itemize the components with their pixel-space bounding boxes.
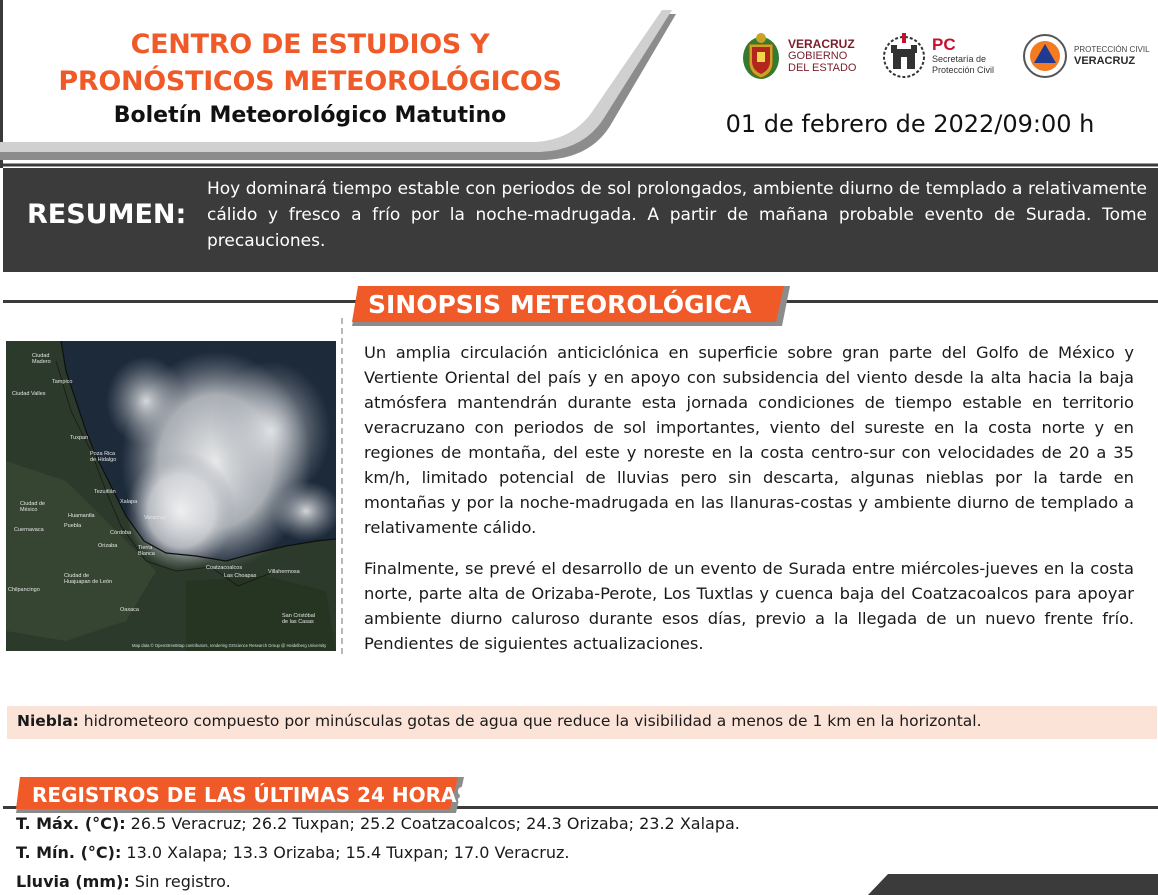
map-label-tierra-blanca-2: Blanca xyxy=(138,551,155,557)
pcv-logo-line2: VERACRUZ xyxy=(1074,55,1136,67)
rain-value: Sin registro. xyxy=(129,872,231,891)
satellite-map-image xyxy=(6,341,336,651)
summary-label: RESUMEN: xyxy=(27,199,187,230)
map-label-xalapa: Xalapa xyxy=(120,499,138,505)
rain-label: Lluvia (mm): xyxy=(16,872,130,891)
map-label-puebla: Puebla xyxy=(64,523,82,529)
tmin-label: T. Mín. (°C): xyxy=(16,843,122,862)
map-label-huajuapan: Ciudad de xyxy=(64,573,90,579)
map-label-tuxpan: Tuxpan xyxy=(70,435,89,441)
tmax-value: 26.5 Veracruz; 26.2 Tuxpan; 25.2 Coatzacoalcos; 24.3 Orizaba; 23.2 Xalapa. xyxy=(125,814,740,833)
fog-definition-text: hidrometeoro compuesto por minúsculas gotas de agua que reduce la visibilidad a menos de 1 km en la horizontal. xyxy=(78,712,982,730)
pc-logo-line1: PC xyxy=(932,35,956,54)
fog-definition-box xyxy=(7,706,1157,739)
fog-term: Niebla: xyxy=(17,712,79,730)
map-label-poza-rica: Poza Rica xyxy=(90,451,116,457)
map-label-coatzacoalcos: Coatzacoalcos xyxy=(206,565,243,571)
civil-protection-triangle-icon xyxy=(1022,33,1068,79)
map-label-villahermosa: Villahermosa xyxy=(268,569,300,575)
state-shield-icon xyxy=(740,30,782,82)
map-label-las-choapas: Las Choapas xyxy=(224,573,257,579)
bulletin-date: 01 de febrero de 2022/09:00 h xyxy=(725,110,1095,138)
records-title: REGISTROS DE LAS ÚLTIMAS 24 HORAS xyxy=(32,783,471,807)
veracruz-government-logo xyxy=(740,28,856,84)
map-label-ciudad-madero: Ciudad xyxy=(32,353,50,359)
synopsis-paragraph-2: Finalmente, se prevé el desarrollo de un evento de Surada entre miércoles-jueves en la costa norte, parte alta de Orizaba-Perote, Los Tuxtlas y cuenca baja del Coatzacoalcos para apoyar ambiente diurno caluroso durante esos días, previo a la llegada de un nuevo frente frío. Pendientes de siguientes actualizaciones. xyxy=(364,559,1134,653)
footer-corner-decoration xyxy=(868,874,1158,895)
pc-secretaria-logo xyxy=(882,28,994,84)
tmin-value: 13.0 Xalapa; 13.3 Orizaba; 15.4 Tuxpan; 17.0 Veracruz. xyxy=(121,843,570,862)
synopsis-title: SINOPSIS METEOROLÓGICA xyxy=(368,290,752,319)
bulletin-name: Boletín Meteorológico Matutino xyxy=(113,103,507,128)
pc-logo-line3: Protección Civil xyxy=(932,65,995,75)
map-label-oaxaca: Oaxaca xyxy=(120,607,139,613)
map-label-cordoba: Córdoba xyxy=(110,530,132,536)
map-label-ciudad-valles: Ciudad Valles xyxy=(12,391,46,397)
map-label-veracruz: Veracruz xyxy=(144,515,166,521)
map-label-tierra-blanca: Tierra xyxy=(138,545,153,551)
veracruz-logo-line1: VERACRUZ xyxy=(788,37,855,51)
map-label-chilpancingo: Chilpancingo xyxy=(8,587,40,593)
map-label-orizaba: Orizaba xyxy=(98,543,118,549)
map-label-ciudad-mexico-2: México xyxy=(20,507,38,513)
pc-logo-line2: Secretaría de xyxy=(932,54,987,64)
proteccion-civil-veracruz-logo xyxy=(1022,28,1150,84)
map-label-san-cristobal-2: de las Casas xyxy=(282,619,314,625)
organization-title-line2: PRONÓSTICOS METEOROLÓGICOS xyxy=(58,66,562,97)
map-label-huamantla: Huamantla xyxy=(68,513,95,519)
fog-definition xyxy=(17,712,982,730)
veracruz-logo-line3: DEL ESTADO xyxy=(788,62,857,74)
map-label-cuernavaca: Cuernavaca xyxy=(14,527,44,533)
map-label-huajuapan-2: Huajuapan de León xyxy=(64,579,113,585)
pcv-logo-line1: PROTECCIÓN CIVIL xyxy=(1074,45,1150,54)
tmax-label: T. Máx. (°C): xyxy=(16,814,126,833)
synopsis-paragraph-1: Un amplia circulación anticiclónica en superficie sobre gran parte del Golfo de México y Vertiente Oriental del país y en apoyo con subsidencia del viento desde la alta hacia la baja atmósfera mantendrán durante esta jornada condiciones de tiempo estable en territorio veracruzano con periodos de sol importantes, viento del sureste en la costa norte y en regiones de montaña, del este y noreste en la costa centro-sur con velocidades de 20 a 35 km/h, limitado potencial de lluvias pero sin descarta, algunas nieblas por la tarde en montañas y por la noche-madrugada en las llanuras-costas y ambiente diurno de templado a relativamente cálido. xyxy=(364,343,1134,537)
organization-title xyxy=(30,26,590,100)
records-tmax-row xyxy=(16,814,740,833)
summary-bar xyxy=(3,168,1158,272)
map-label-ciudad-madero-2: Madero xyxy=(32,359,51,365)
map-label-san-cristobal: San Cristóbal xyxy=(282,613,316,619)
map-label-ciudad-mexico: Ciudad de xyxy=(20,501,46,507)
map-credit: Map data © OpenStreetMap contributors, rendering GIScience Research Group @ Heidelberg University xyxy=(132,643,327,648)
summary-text: Hoy dominará tiempo estable con periodos de sol prolongados, ambiente diurno de templado a relativamente cálido y fresco a frío por la noche-madrugada. A partir de mañana probable evento de Surada. Tome precauciones. xyxy=(207,179,1147,251)
veracruz-logo-line2: GOBIERNO xyxy=(788,50,848,62)
records-tmin-row xyxy=(16,843,569,862)
map-label-tampico: Tampico xyxy=(52,379,73,385)
map-label-tezuitlan: Tezuitlán xyxy=(94,489,116,495)
castle-seal-icon xyxy=(882,31,926,81)
records-rain-row xyxy=(16,872,231,891)
dashed-separator xyxy=(341,318,343,654)
map-label-poza-rica-2: de Hidalgo xyxy=(90,457,117,463)
organization-title-line1: CENTRO DE ESTUDIOS Y xyxy=(130,29,490,60)
